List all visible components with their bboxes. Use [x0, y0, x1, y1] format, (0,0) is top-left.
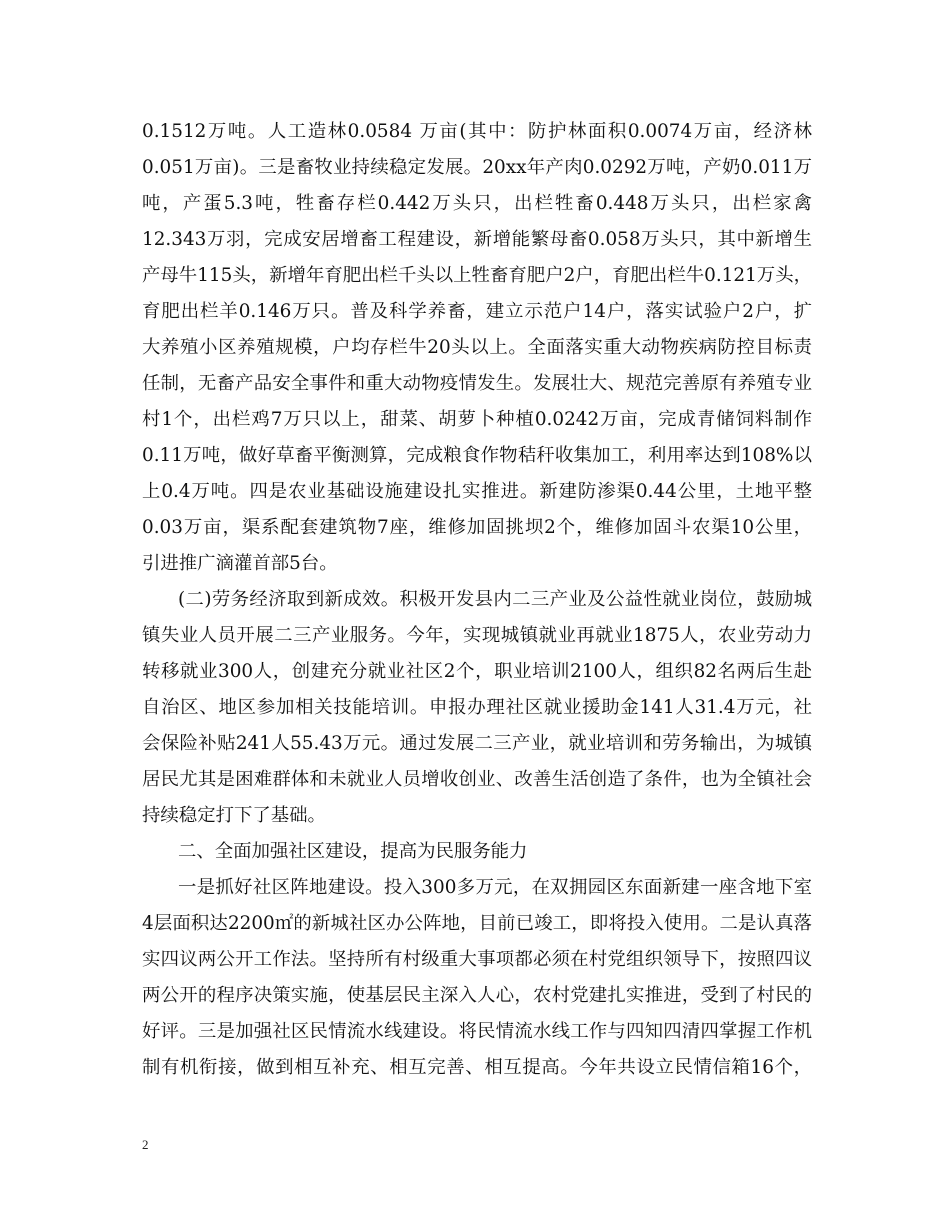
text-line: 0.051万亩)。三是畜牧业持续稳定发展。20xx年产肉0.0292万吨，产奶0.011万: [142, 157, 812, 178]
text-line: 上0.4万吨。四是农业基础设施建设扎实推进。新建防渗渠0.44公里，土地平整: [142, 481, 812, 502]
text-line: 引进推广滴灌首部5台。: [142, 553, 338, 574]
text-line: 12.343万羽，完成安居增畜工程建设，新增能繁母畜0.058万头只，其中新增生: [142, 229, 812, 250]
text-line: 居民尤其是困难群体和未就业人员增收创业、改善生活创造了条件，也为全镇社会: [142, 769, 812, 790]
section-heading: [142, 834, 812, 870]
text-line: 一是抓好社区阵地建设。投入300多万元，在双拥园区东面新建一座含地下室: [178, 877, 812, 898]
section-heading-text: 二、全面加强社区建设，提高为民服务能力: [178, 841, 528, 862]
text-line: 持续稳定打下了基础。: [142, 805, 326, 826]
text-line: 4层面积达2200㎡的新城社区办公阵地，目前已竣工，即将投入使用。二是认真落: [142, 913, 812, 934]
text-line: 村1个，出栏鸡7万只以上，甜菜、胡萝卜种植0.0242万亩，完成青储饲料制作: [142, 409, 812, 430]
text-line: 自治区、地区参加相关技能培训。申报办理社区就业援助金141人31.4万元，社: [142, 697, 812, 718]
body-text: [142, 114, 812, 1086]
paragraph-community-building: [142, 870, 812, 1086]
text-line: 吨，产蛋5.3吨，牲畜存栏0.442万头只，出栏牲畜0.448万头只，出栏家禽: [142, 193, 812, 214]
text-line: 两公开的程序决策实施，使基层民主深入人心，农村党建扎实推进，受到了村民的: [142, 985, 812, 1006]
text-line: 好评。三是加强社区民情流水线建设。将民情流水线工作与四知四清四掌握工作机: [142, 1021, 812, 1042]
text-line: 0.03万亩，渠系配套建筑物7座，维修加固挑坝2个，维修加固斗农渠10公里，: [142, 517, 812, 538]
text-line: 大养殖小区养殖规模，户均存栏牛20头以上。全面落实重大动物疾病防控目标责: [142, 337, 812, 358]
text-line: (二)劳务经济取到新成效。积极开发县内二三产业及公益性就业岗位，鼓励城: [178, 589, 812, 610]
text-line: 转移就业300人，创建充分就业社区2个，职业培训2100人，组织82名两后生赴: [142, 661, 812, 682]
text-line: 任制，无畜产品安全事件和重大动物疫情发生。发展壮大、规范完善原有养殖专业: [142, 373, 812, 394]
text-line: 镇失业人员开展二三产业服务。今年，实现城镇就业再就业1875人，农业劳动力: [142, 625, 812, 646]
text-line: 0.1512万吨。人工造林0.0584 万亩(其中：防护林面积0.0074万亩，经济林: [142, 121, 812, 142]
text-line: 育肥出栏羊0.146万只。普及科学养畜，建立示范户14户，落实试验户2户，扩: [142, 301, 812, 322]
text-line: 会保险补贴241人55.43万元。通过发展二三产业，就业培训和劳务输出，为城镇: [142, 733, 812, 754]
text-line: 制有机衔接，做到相互补充、相互完善、相互提高。今年共设立民情信箱16个，: [142, 1057, 812, 1078]
text-line: 0.11万吨，做好草畜平衡测算，完成粮食作物秸秆收集加工，利用率达到108%以: [142, 445, 812, 466]
paragraph-labor-economy: [142, 582, 812, 834]
text-line: 实四议两公开工作法。坚持所有村级重大事项都必须在村党组织领导下，按照四议: [142, 949, 812, 970]
paragraph-agriculture: [142, 114, 812, 582]
text-line: 产母牛115头，新增年育肥出栏千头以上牲畜育肥户2户，育肥出栏牛0.121万头，: [142, 265, 812, 286]
page-number: 2: [142, 1137, 149, 1152]
